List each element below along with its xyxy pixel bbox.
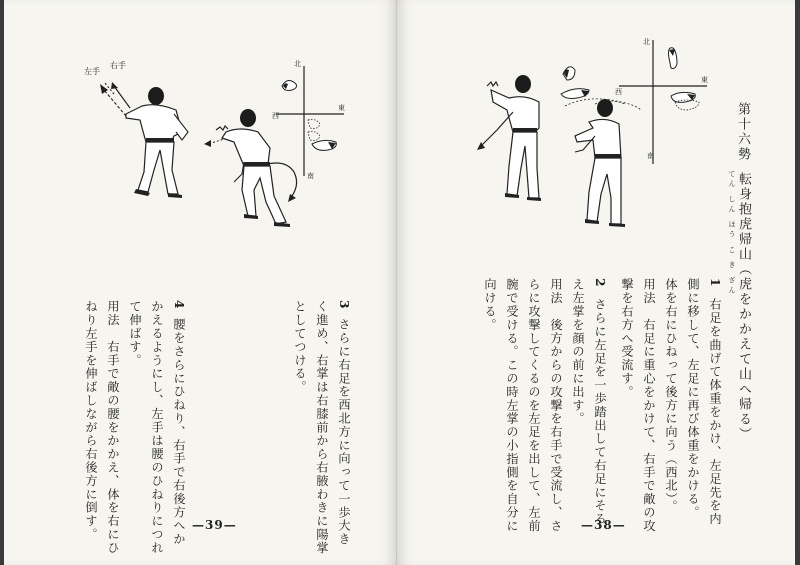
usage-line-2: ねり左手を伸ばしながら右後方に倒す。 [84,300,98,542]
step1-line-1: 右足を曲げて体重をかけ、左足先を内 [708,298,722,526]
east-label: 東 [338,104,345,112]
page-number-39: —39— [192,518,237,532]
step4-number: 4 [172,300,186,310]
step4-line-2: かえるようにし、左手は腰のひねりにつれ [150,300,164,555]
page-38 [397,0,795,565]
form-name-ruby: てん しん ほう こ き ざん [728,170,736,297]
page-number-38: —38— [581,518,626,532]
step4-line-1: 腰をさらにひねり、右手で右後方へか [172,318,186,546]
step4-line-3: て伸ばす。 [128,300,142,367]
north-label: 北 [294,60,301,68]
step3-line-3: としてつける。 [293,300,307,394]
step2-number: 2 [593,278,607,288]
page-39 [4,0,397,565]
step1-usage-1: 用法 右足に重心をかけて、右手で敵の攻 [642,278,656,533]
footprint-icon [671,92,695,102]
footwork-diagram-left [272,58,352,178]
footprint-icon [312,140,336,150]
footprint-icon [561,89,589,99]
step2-usage-1: 用法 後方からの攻撃を右手で受流し、さ [549,278,563,533]
book-edge-right [795,0,800,565]
footprint-icon [563,67,575,80]
step2-line-2: え左掌を顔の前に出す。 [571,278,585,426]
north-label: 北 [643,38,650,46]
step2-usage-2: らに攻撃してくるのを左足を出して、左前 [527,278,541,533]
left-hand-label: 左手 [84,67,100,76]
form-name: 転身抱虎帰山（虎をかかえて山へ帰る） [736,172,751,442]
step1-line-3: 体を右にひねって後方に向う（西北）。 [664,278,678,514]
step1-number: 1 [708,278,722,288]
west-label: 西 [615,88,622,96]
footprint-icon [669,48,678,69]
usage-line-1: 用法 右手で敵の腰をかかえ、体を右にひ [106,300,120,555]
section-title: 第十六勢 [735,102,750,162]
right-hand-label: 右手 [110,61,126,70]
figure-step1-illustration [469,72,559,212]
footprint-icon [282,80,297,90]
step1-line-2: 側に移して、左足に再び体重をかける。 [686,278,700,520]
step2-usage-3: 腕で受ける。この時左掌の小指側を自分に [505,278,519,533]
footprint-dashed-icon [308,120,320,141]
west-label: 西 [272,112,279,120]
step3-number: 3 [337,300,351,310]
step1-usage-2: 撃を右方へ受流す。 [620,278,634,399]
step3-line-2: く進め、右掌は右膝前から右腋わきに陽掌 [315,300,329,555]
south-label: 南 [307,172,314,180]
east-label: 東 [701,76,708,84]
footwork-diagram-right [615,36,715,166]
step3-line-1: さらに右足を西北方に向って一歩大き [337,318,351,546]
step2-line-1: さらに左足を一歩踏出して右足にそろ [593,298,607,526]
south-label: 南 [647,152,654,160]
step2-usage-4: 向ける。 [483,278,497,332]
figure-step3-illustration [84,62,204,202]
